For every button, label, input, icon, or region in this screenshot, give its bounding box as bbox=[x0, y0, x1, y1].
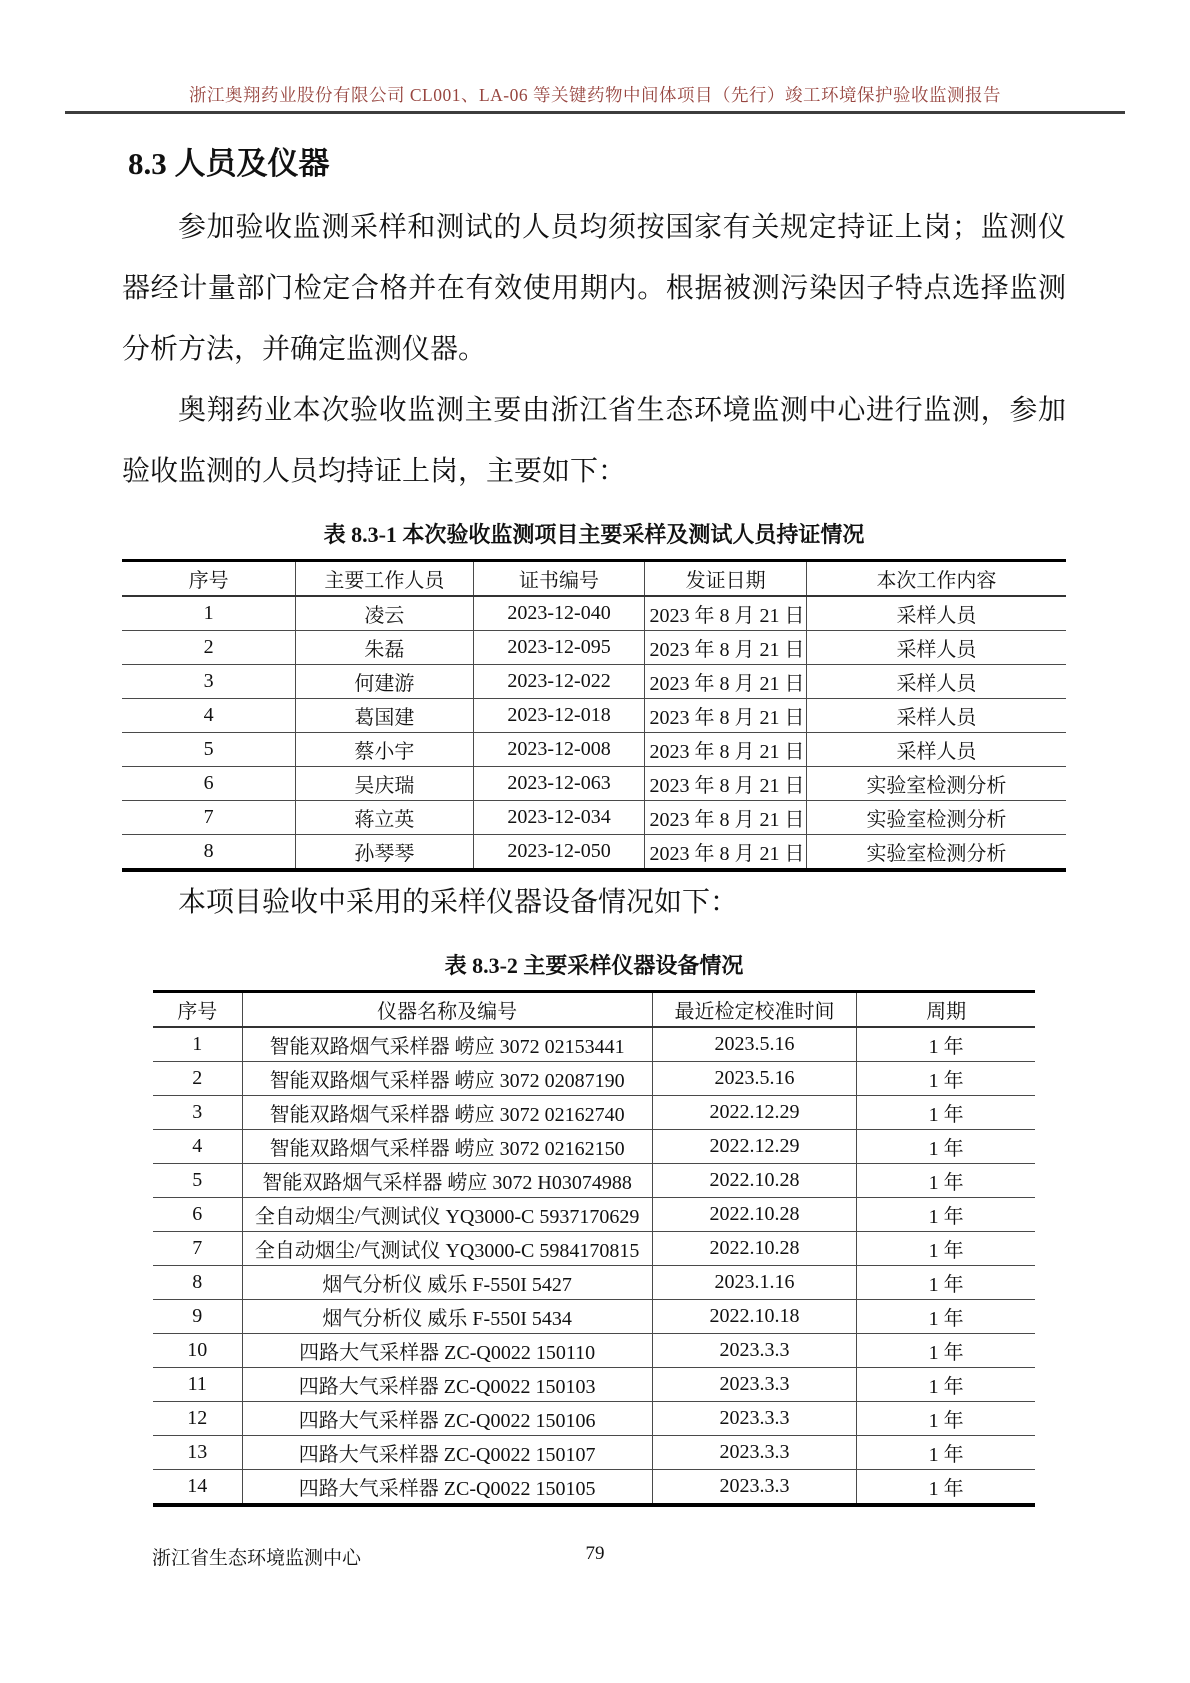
table-cell: 智能双路烟气采样器 崂应 3072 H03074988 bbox=[242, 1164, 652, 1198]
table-cell: 采样人员 bbox=[806, 631, 1066, 665]
table-cell: 智能双路烟气采样器 崂应 3072 02153441 bbox=[242, 1027, 652, 1062]
table-cell: 1 年 bbox=[857, 1164, 1035, 1198]
table-cell: 实验室检测分析 bbox=[806, 835, 1066, 871]
table-cell: 7 bbox=[122, 801, 296, 835]
table-cell: 2023-12-034 bbox=[473, 801, 645, 835]
table-cell: 2 bbox=[122, 631, 296, 665]
table-cell: 3 bbox=[122, 665, 296, 699]
table-cell: 采样人员 bbox=[806, 699, 1066, 733]
table-cell: 1 年 bbox=[857, 1368, 1035, 1402]
table-cell: 1 bbox=[122, 596, 296, 631]
personnel-certification-table bbox=[122, 559, 1066, 872]
table-row bbox=[153, 1334, 1035, 1368]
table-cell: 采样人员 bbox=[806, 733, 1066, 767]
table-row bbox=[153, 1130, 1035, 1164]
section-title: 8.3 人员及仪器 bbox=[128, 146, 330, 181]
table-cell: 全自动烟尘/气测试仪 YQ3000-C 5937170629 bbox=[242, 1198, 652, 1232]
table-cell: 2022.10.18 bbox=[652, 1300, 857, 1334]
table-cell: 1 年 bbox=[857, 1402, 1035, 1436]
table-cell: 2022.10.28 bbox=[652, 1164, 857, 1198]
table-cell: 1 bbox=[153, 1027, 242, 1062]
table-cell: 1 年 bbox=[857, 1436, 1035, 1470]
table-cell: 2023 年 8 月 21 日 bbox=[645, 665, 806, 699]
table-cell: 1 年 bbox=[857, 1470, 1035, 1506]
table-cell: 吴庆瑞 bbox=[296, 767, 473, 801]
table-cell: 2023.5.16 bbox=[652, 1062, 857, 1096]
table-cell: 采样人员 bbox=[806, 665, 1066, 699]
column-header: 证书编号 bbox=[473, 561, 645, 597]
table-cell: 四路大气采样器 ZC-Q0022 150105 bbox=[242, 1470, 652, 1506]
table-cell: 5 bbox=[122, 733, 296, 767]
table-cell: 四路大气采样器 ZC-Q0022 150103 bbox=[242, 1368, 652, 1402]
table-cell: 2023 年 8 月 21 日 bbox=[645, 699, 806, 733]
table-cell: 14 bbox=[153, 1470, 242, 1506]
table-cell: 2023-12-040 bbox=[473, 596, 645, 631]
table1-header-row bbox=[122, 561, 1066, 597]
table-cell: 8 bbox=[153, 1266, 242, 1300]
column-header: 本次工作内容 bbox=[806, 561, 1066, 597]
table-cell: 2023-12-095 bbox=[473, 631, 645, 665]
sampling-equipment-table bbox=[153, 990, 1035, 1507]
table-header-row bbox=[153, 992, 1035, 1028]
table-row bbox=[122, 631, 1066, 665]
page-footer bbox=[0, 1543, 1190, 1573]
table-cell: 10 bbox=[153, 1334, 242, 1368]
table-cell: 四路大气采样器 ZC-Q0022 150110 bbox=[242, 1334, 652, 1368]
table-cell: 11 bbox=[153, 1368, 242, 1402]
table-row bbox=[153, 1198, 1035, 1232]
column-header: 序号 bbox=[122, 561, 296, 597]
table-cell: 5 bbox=[153, 1164, 242, 1198]
table-row bbox=[122, 801, 1066, 835]
table-cell: 2023 年 8 月 21 日 bbox=[645, 801, 806, 835]
table-cell: 2023 年 8 月 21 日 bbox=[645, 733, 806, 767]
table-cell: 四路大气采样器 ZC-Q0022 150107 bbox=[242, 1436, 652, 1470]
table-cell: 4 bbox=[153, 1130, 242, 1164]
table-row bbox=[122, 699, 1066, 733]
table-cell: 全自动烟尘/气测试仪 YQ3000-C 5984170815 bbox=[242, 1232, 652, 1266]
header-rule bbox=[65, 111, 1125, 114]
paragraph-equipment-intro: 本项目验收中采用的采样仪器设备情况如下： bbox=[178, 887, 739, 918]
table-cell: 2023 年 8 月 21 日 bbox=[645, 631, 806, 665]
table1-caption: 表 8.3-1 本次验收监测项目主要采样及测试人员持证情况 bbox=[323, 522, 865, 547]
table-cell: 4 bbox=[122, 699, 296, 733]
table-cell: 1 年 bbox=[857, 1062, 1035, 1096]
table2-caption: 表 8.3-2 主要采样仪器设备情况 bbox=[444, 953, 744, 978]
footer-organization: 浙江省生态环境监测中心 bbox=[152, 1548, 362, 1569]
table-cell: 智能双路烟气采样器 崂应 3072 02162150 bbox=[242, 1130, 652, 1164]
table-cell: 2022.12.29 bbox=[652, 1130, 857, 1164]
table-cell: 12 bbox=[153, 1402, 242, 1436]
table-cell: 凌云 bbox=[296, 596, 473, 631]
page-number: 79 bbox=[585, 1543, 605, 1564]
table-cell: 朱磊 bbox=[296, 631, 473, 665]
table-cell: 13 bbox=[153, 1436, 242, 1470]
table-cell: 2023 年 8 月 21 日 bbox=[645, 596, 806, 631]
table-cell: 2023-12-022 bbox=[473, 665, 645, 699]
table-row bbox=[153, 1402, 1035, 1436]
table-cell: 6 bbox=[153, 1198, 242, 1232]
table-cell: 2023 年 8 月 21 日 bbox=[645, 767, 806, 801]
paragraph-certification: 参加验收监测采样和测试的人员均须按国家有关规定持证上岗；监测仪器经计量部门检定合格并在有效使用期内。根据被测污染因子特点选择监测分析方法，并确定监测仪器。 bbox=[122, 212, 1066, 365]
table-cell: 1 年 bbox=[857, 1096, 1035, 1130]
table-cell: 8 bbox=[122, 835, 296, 871]
table-cell: 2023.1.16 bbox=[652, 1266, 857, 1300]
table-row bbox=[153, 1027, 1035, 1062]
paragraph-monitoring-center: 奥翔药业本次验收监测主要由浙江省生态环境监测中心进行监测，参加验收监测的人员均持证上岗，主要如下： bbox=[122, 395, 1066, 487]
table-cell: 采样人员 bbox=[806, 596, 1066, 631]
table-cell: 2023.3.3 bbox=[652, 1368, 857, 1402]
table-cell: 2 bbox=[153, 1062, 242, 1096]
table-cell: 2023-12-008 bbox=[473, 733, 645, 767]
table-row bbox=[153, 1266, 1035, 1300]
table-cell: 2022.10.28 bbox=[652, 1232, 857, 1266]
table-cell: 2023.3.3 bbox=[652, 1470, 857, 1506]
table2-body bbox=[153, 1027, 1035, 1505]
table-row bbox=[153, 1164, 1035, 1198]
table-cell: 3 bbox=[153, 1096, 242, 1130]
page-content bbox=[122, 138, 1066, 1507]
table-cell: 1 年 bbox=[857, 1198, 1035, 1232]
table2-header-row bbox=[153, 992, 1035, 1028]
table-cell: 2023.3.3 bbox=[652, 1402, 857, 1436]
table-cell: 葛国建 bbox=[296, 699, 473, 733]
table-cell: 蒋立英 bbox=[296, 801, 473, 835]
table-row bbox=[153, 1368, 1035, 1402]
table-cell: 2023 年 8 月 21 日 bbox=[645, 835, 806, 871]
table-row bbox=[122, 835, 1066, 871]
table-cell: 烟气分析仪 威乐 F-550I 5434 bbox=[242, 1300, 652, 1334]
table-row bbox=[153, 1062, 1035, 1096]
table-row bbox=[153, 1470, 1035, 1506]
table1-body bbox=[122, 596, 1066, 870]
table-cell: 7 bbox=[153, 1232, 242, 1266]
running-header: 浙江奥翔药业股份有限公司 CL001、LA-06 等关键药物中间体项目（先行）竣工环境保护验收监测报告 bbox=[188, 85, 1001, 105]
table-row bbox=[153, 1300, 1035, 1334]
table-cell: 蔡小宇 bbox=[296, 733, 473, 767]
column-header: 最近检定校准时间 bbox=[652, 992, 857, 1028]
table-cell: 1 年 bbox=[857, 1130, 1035, 1164]
table-cell: 2022.12.29 bbox=[652, 1096, 857, 1130]
table-cell: 2023-12-063 bbox=[473, 767, 645, 801]
column-header: 序号 bbox=[153, 992, 242, 1028]
table-row bbox=[122, 665, 1066, 699]
table-cell: 1 年 bbox=[857, 1334, 1035, 1368]
table-cell: 孙琴琴 bbox=[296, 835, 473, 871]
table-cell: 2023.5.16 bbox=[652, 1027, 857, 1062]
table-cell: 1 年 bbox=[857, 1027, 1035, 1062]
table-cell: 2023.3.3 bbox=[652, 1334, 857, 1368]
column-header: 发证日期 bbox=[645, 561, 806, 597]
table-row bbox=[153, 1232, 1035, 1266]
table-cell: 何建游 bbox=[296, 665, 473, 699]
table-row bbox=[153, 1436, 1035, 1470]
table-cell: 实验室检测分析 bbox=[806, 801, 1066, 835]
table-cell: 1 年 bbox=[857, 1232, 1035, 1266]
table-row bbox=[153, 1096, 1035, 1130]
table-cell: 智能双路烟气采样器 崂应 3072 02162740 bbox=[242, 1096, 652, 1130]
table-cell: 实验室检测分析 bbox=[806, 767, 1066, 801]
column-header: 主要工作人员 bbox=[296, 561, 473, 597]
table-cell: 2023-12-050 bbox=[473, 835, 645, 871]
table-header-row bbox=[122, 561, 1066, 597]
table-cell: 四路大气采样器 ZC-Q0022 150106 bbox=[242, 1402, 652, 1436]
table-cell: 9 bbox=[153, 1300, 242, 1334]
table-cell: 1 年 bbox=[857, 1266, 1035, 1300]
table-cell: 2022.10.28 bbox=[652, 1198, 857, 1232]
table-row bbox=[122, 767, 1066, 801]
table-cell: 2023.3.3 bbox=[652, 1436, 857, 1470]
column-header: 仪器名称及编号 bbox=[242, 992, 652, 1028]
table-cell: 智能双路烟气采样器 崂应 3072 02087190 bbox=[242, 1062, 652, 1096]
table-row bbox=[122, 596, 1066, 631]
column-header: 周期 bbox=[857, 992, 1035, 1028]
table-cell: 6 bbox=[122, 767, 296, 801]
table-row bbox=[122, 733, 1066, 767]
table-cell: 1 年 bbox=[857, 1300, 1035, 1334]
table-cell: 烟气分析仪 威乐 F-550I 5427 bbox=[242, 1266, 652, 1300]
table-cell: 2023-12-018 bbox=[473, 699, 645, 733]
